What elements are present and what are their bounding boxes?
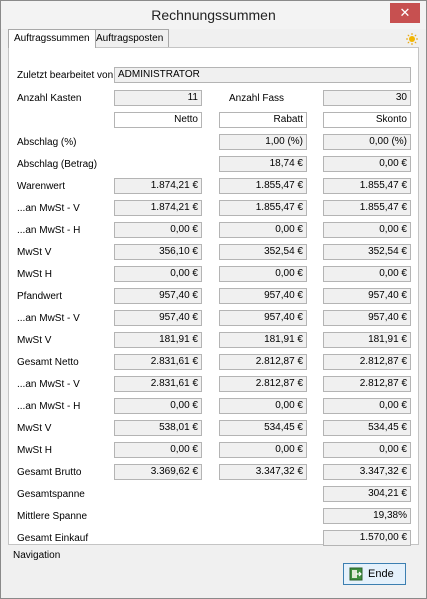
column-header-skonto: Skonto: [323, 112, 411, 128]
rabatt-value-field[interactable]: 181,91 €: [219, 332, 307, 348]
column-header-rabatt: Rabatt: [219, 112, 307, 128]
row-label: ...an MwSt - H: [17, 401, 81, 412]
netto-value-field[interactable]: 1.874,21 €: [114, 200, 202, 216]
rabatt-value-field[interactable]: 2.812,87 €: [219, 354, 307, 370]
tab-auftragssummen[interactable]: Auftragssummen: [8, 29, 96, 48]
rabatt-value-field[interactable]: 1.855,47 €: [219, 178, 307, 194]
netto-value-field[interactable]: 0,00 €: [114, 222, 202, 238]
netto-value-field[interactable]: 2.831,61 €: [114, 376, 202, 392]
rabatt-value-field[interactable]: 0,00 €: [219, 398, 307, 414]
title-bar: [1, 1, 426, 29]
skonto-value-field[interactable]: 181,91 €: [323, 332, 411, 348]
skonto-value-field[interactable]: 0,00 €: [323, 222, 411, 238]
tab-auftragsposten[interactable]: Auftragsposten: [90, 29, 169, 47]
netto-value-field[interactable]: 0,00 €: [114, 266, 202, 282]
skonto-value-field[interactable]: 2.812,87 €: [323, 376, 411, 392]
rabatt-value-field[interactable]: 957,40 €: [219, 288, 307, 304]
skonto-value-field[interactable]: 1.570,00 €: [323, 530, 411, 546]
ende-label: Ende: [368, 568, 394, 580]
rabatt-value-field[interactable]: 18,74 €: [219, 156, 307, 172]
skonto-value-field[interactable]: 0,00 €: [323, 442, 411, 458]
rabatt-value-field[interactable]: 0,00 €: [219, 442, 307, 458]
row-label: ...an MwSt - V: [17, 379, 80, 390]
rabatt-value-field[interactable]: 1,00 (%): [219, 134, 307, 150]
netto-value-field[interactable]: 181,91 €: [114, 332, 202, 348]
skonto-value-field[interactable]: 1.855,47 €: [323, 200, 411, 216]
rabatt-value-field[interactable]: 957,40 €: [219, 310, 307, 326]
row-label: MwSt H: [17, 269, 52, 280]
row-label: Gesamt Netto: [17, 357, 79, 368]
row-label: Gesamt Einkauf: [17, 533, 89, 544]
skonto-value-field[interactable]: 304,21 €: [323, 486, 411, 502]
row-label: Warenwert: [17, 181, 65, 192]
skonto-value-field[interactable]: 1.855,47 €: [323, 178, 411, 194]
row-label: MwSt V: [17, 247, 52, 258]
rabatt-value-field[interactable]: 352,54 €: [219, 244, 307, 260]
window-title: Rechnungssummen: [151, 7, 276, 23]
skonto-value-field[interactable]: 352,54 €: [323, 244, 411, 260]
netto-value-field[interactable]: 0,00 €: [114, 398, 202, 414]
skonto-value-field[interactable]: 3.347,32 €: [323, 464, 411, 480]
skonto-value-field[interactable]: 0,00 €: [323, 266, 411, 282]
skonto-value-field[interactable]: 2.812,87 €: [323, 354, 411, 370]
rabatt-value-field[interactable]: 0,00 €: [219, 266, 307, 282]
netto-value-field[interactable]: 2.831,61 €: [114, 354, 202, 370]
close-button[interactable]: ✕: [390, 3, 420, 23]
row-label: ...an MwSt - V: [17, 203, 80, 214]
netto-value-field[interactable]: 0,00 €: [114, 442, 202, 458]
row-label: Abschlag (%): [17, 137, 77, 148]
row-label: Gesamt Brutto: [17, 467, 82, 478]
netto-value-field[interactable]: 957,40 €: [114, 288, 202, 304]
skonto-value-field[interactable]: 0,00 €: [323, 156, 411, 172]
skonto-value-field[interactable]: 0,00 €: [323, 398, 411, 414]
row-label: Abschlag (Betrag): [17, 159, 98, 170]
skonto-value-field[interactable]: 957,40 €: [323, 310, 411, 326]
edited-by-field[interactable]: ADMINISTRATOR: [114, 67, 411, 83]
fass-field[interactable]: 30: [323, 90, 411, 106]
row-label: Gesamtspanne: [17, 489, 85, 500]
row-label: MwSt V: [17, 335, 52, 346]
row-label: ...an MwSt - H: [17, 225, 81, 236]
skonto-value-field[interactable]: 957,40 €: [323, 288, 411, 304]
netto-value-field[interactable]: 957,40 €: [114, 310, 202, 326]
edited-by-label: Zuletzt bearbeitet von: [17, 70, 114, 81]
row-label: MwSt V: [17, 423, 52, 434]
rabatt-value-field[interactable]: 1.855,47 €: [219, 200, 307, 216]
row-label: Mittlere Spanne: [17, 511, 88, 522]
skonto-value-field[interactable]: 534,45 €: [323, 420, 411, 436]
rabatt-value-field[interactable]: 534,45 €: [219, 420, 307, 436]
rabatt-value-field[interactable]: 3.347,32 €: [219, 464, 307, 480]
fass-label: Anzahl Fass: [229, 93, 285, 104]
kasten-label: Anzahl Kasten: [17, 93, 82, 104]
row-label: ...an MwSt - V: [17, 313, 80, 324]
skonto-value-field[interactable]: 0,00 (%): [323, 134, 411, 150]
skonto-value-field[interactable]: 19,38%: [323, 508, 411, 524]
rabatt-value-field[interactable]: 0,00 €: [219, 222, 307, 238]
rabatt-value-field[interactable]: 2.812,87 €: [219, 376, 307, 392]
navigation-label: Navigation: [13, 550, 61, 561]
netto-value-field[interactable]: 1.874,21 €: [114, 178, 202, 194]
kasten-field[interactable]: 11: [114, 90, 202, 106]
exit-door-icon: [349, 567, 363, 581]
netto-value-field[interactable]: 356,10 €: [114, 244, 202, 260]
column-header-netto: Netto: [114, 112, 202, 128]
row-label: MwSt H: [17, 445, 52, 456]
netto-value-field[interactable]: 3.369,62 €: [114, 464, 202, 480]
row-label: Pfandwert: [17, 291, 63, 302]
netto-value-field[interactable]: 538,01 €: [114, 420, 202, 436]
ende-button[interactable]: [343, 563, 406, 585]
sun-icon: [406, 33, 418, 45]
